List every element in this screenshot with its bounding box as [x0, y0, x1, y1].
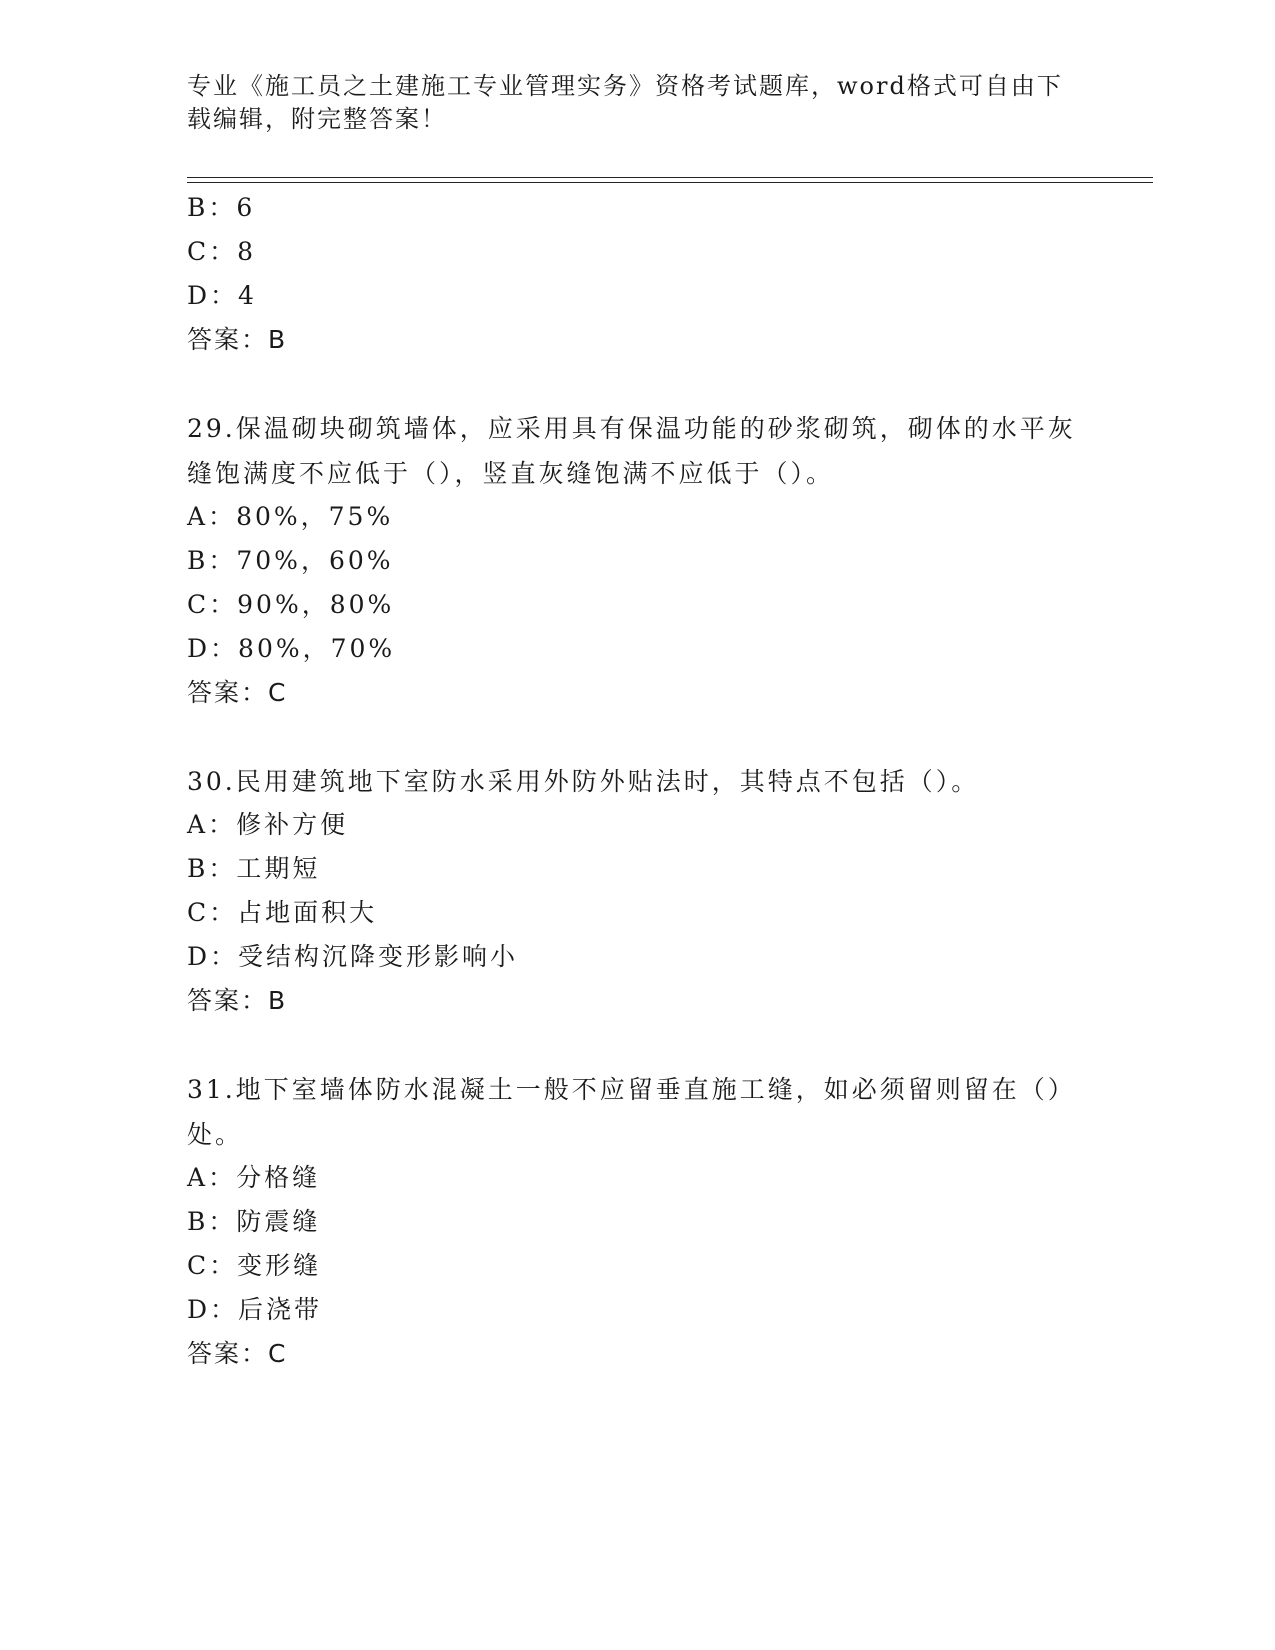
- option-label: A：: [187, 1163, 237, 1192]
- option-label: C：: [187, 1251, 238, 1280]
- option-line: [187, 1294, 322, 1326]
- option-label: D：: [187, 634, 239, 663]
- option-text: 受结构沉降变形影响小: [238, 942, 519, 971]
- answer-line: 答案：C: [187, 678, 288, 707]
- option-line: [187, 941, 518, 973]
- option-text: 70%，60%: [236, 546, 394, 575]
- option-text: 变形缝: [237, 1251, 322, 1280]
- option-line: [187, 633, 395, 665]
- option-label: B：: [187, 546, 237, 575]
- option-line: [187, 1206, 320, 1238]
- option-label: A：: [187, 810, 237, 839]
- option-label: D：: [187, 281, 239, 310]
- option-text: 4: [238, 281, 257, 310]
- answer-line: 答案：C: [187, 1339, 288, 1368]
- question-text: 29.保温砌块砌筑墙体，应采用具有保温功能的砂浆砌筑，砌体的水平灰缝饱满度不应低于（），竖直灰缝饱满不应低于（）。: [187, 414, 1076, 488]
- option-label: D：: [187, 942, 239, 971]
- option-label: B：: [187, 854, 237, 883]
- option-label: C：: [187, 590, 238, 619]
- header-divider-bottom: [187, 182, 1153, 183]
- option-line: [187, 545, 394, 577]
- answer-line: 答案：B: [187, 325, 288, 354]
- option-line: [187, 1162, 320, 1194]
- option-label: C：: [187, 237, 238, 266]
- option-text: 分格缝: [236, 1163, 321, 1192]
- option-line: [187, 280, 257, 312]
- option-text: 90%，80%: [237, 590, 395, 619]
- option-line: [187, 589, 394, 621]
- option-label: D：: [187, 1295, 239, 1324]
- option-label: A：: [187, 502, 237, 531]
- option-text: 80%，75%: [236, 502, 394, 531]
- option-text: 修补方便: [236, 810, 349, 839]
- option-line: [187, 897, 377, 929]
- option-line: [187, 192, 255, 224]
- option-text: 工期短: [236, 854, 321, 883]
- option-line: [187, 236, 256, 268]
- answer-line: 答案：B: [187, 986, 288, 1015]
- question-text: 31.地下室墙体防水混凝土一般不应留垂直施工缝，如必须留则留在（）处。: [187, 1075, 1076, 1149]
- option-text: 8: [237, 237, 257, 266]
- option-line: [187, 1250, 321, 1282]
- option-text: 6: [236, 193, 256, 222]
- option-line: [187, 809, 348, 841]
- option-text: 后浇带: [238, 1295, 323, 1324]
- option-label: C：: [187, 898, 238, 927]
- option-line: [187, 853, 320, 885]
- option-line: [187, 501, 393, 533]
- option-label: B：: [187, 1207, 237, 1236]
- option-text: 80%，70%: [238, 634, 396, 663]
- option-label: B：: [187, 193, 237, 222]
- question-text: 30.民用建筑地下室防水采用外防外贴法时，其特点不包括（）。: [187, 767, 980, 796]
- header-divider-top: [187, 177, 1153, 178]
- option-text: 占地面积大: [237, 898, 378, 927]
- document-header: 专业《施工员之土建施工专业管理实务》资格考试题库，word格式可自由下载编辑，附完整答案！: [187, 72, 1063, 133]
- option-text: 防震缝: [236, 1207, 321, 1236]
